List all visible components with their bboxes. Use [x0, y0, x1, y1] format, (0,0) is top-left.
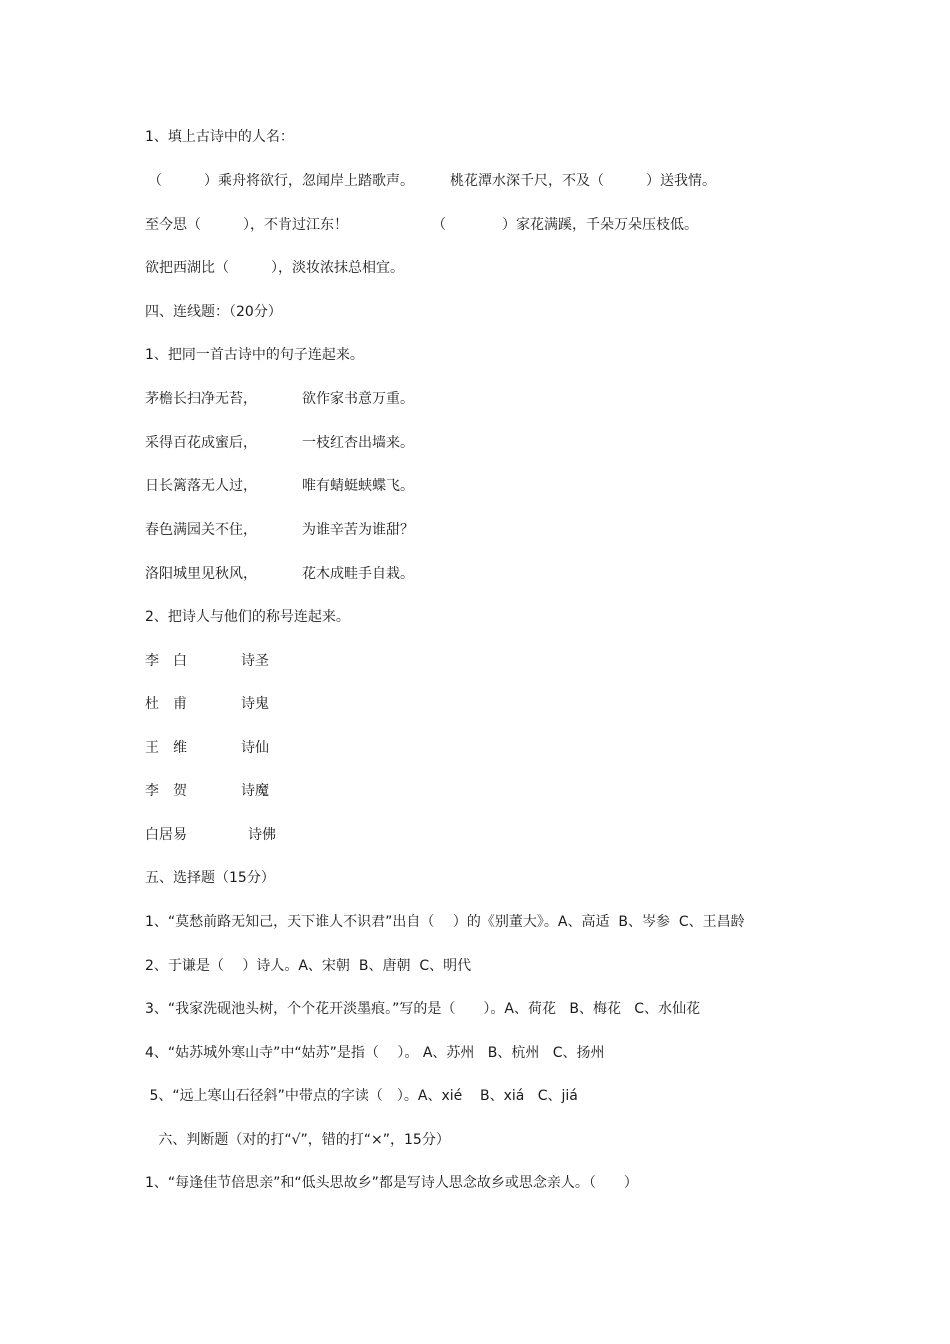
choice-question-3: 3、“我家洗砚池头树，个个花开淡墨痕。”写的是（ ）。A、荷花 B、梅花 C、水仙花: [145, 1001, 701, 1017]
fill-blank-item-3: 至今思（ ），不肯过江东！: [145, 217, 348, 233]
fill-blank-item-5: 欲把西湖比（ ），淡妆浓抹总相宜。: [145, 260, 404, 276]
poem-line-right: 一枝红杏出墙来。: [302, 435, 414, 451]
poet-match-row: [145, 826, 445, 898]
choice-question-1: 1、“莫愁前路无知己，天下谁人不识君”出自（ ）的《别董大》。A、高适 B、岑参 C、王昌龄: [145, 914, 745, 930]
poem-match-instruction: 1、把同一首古诗中的句子连起来。: [145, 347, 364, 363]
section-five-heading: 五、选择题（15分）: [145, 870, 275, 886]
fill-blank-item-2: 桃花潭水深千尺，不及（ ）送我情。: [450, 173, 716, 189]
poem-line-right: 唯有蜻蜓蛱蝶飞。: [302, 478, 414, 494]
choice-question-2: 2、于谦是（ ）诗人。A、宋朝 B、唐朝 C、明代: [145, 958, 472, 974]
poet-title: 诗魔: [241, 783, 269, 799]
fill-blank-item-4: （ ）家花满蹊，千朵万朵压枝低。: [432, 217, 698, 233]
poet-name: 杜 甫: [145, 696, 187, 712]
poem-line-left: 采得百花成蜜后，: [145, 435, 257, 451]
poem-line-left: 洛阳城里见秋风，: [145, 566, 257, 582]
poet-name: 白居易: [145, 827, 187, 843]
poet-title: 诗圣: [241, 653, 269, 669]
choice-question-5: 5、“远上寒山石径斜”中带点的字读（ ）。A、xié B、xiá C、jiá: [145, 1088, 578, 1104]
section-six-heading: 六、判断题（对的打“√”，错的打“×”，15分）: [145, 1132, 450, 1148]
fill-blank-row-2: [145, 216, 865, 288]
fill-blank-heading: 1、填上古诗中的人名：: [145, 129, 294, 145]
poet-name: 王 维: [145, 740, 187, 756]
poet-title: 诗鬼: [241, 696, 269, 712]
poet-match-instruction: 2、把诗人与他们的称号连起来。: [145, 609, 350, 625]
poem-line-left: 茅檐长扫净无苔，: [145, 391, 257, 407]
poet-name: 李 白: [145, 653, 187, 669]
poet-title: 诗仙: [241, 740, 269, 756]
choice-question-4: 4、“姑苏城外寒山寺”中“姑苏”是指（ ）。 A、苏州 B、杭州 C、扬州: [145, 1045, 605, 1061]
poem-line-right: 为谁辛苦为谁甜？: [302, 522, 414, 538]
fill-blank-item-1: （ ）乘舟将欲行，忽闻岸上踏歌声。: [148, 173, 414, 189]
poet-name: 李 贺: [145, 783, 187, 799]
poem-line-right: 欲作家书意万重。: [302, 391, 414, 407]
judge-question-1: 1、“每逢佳节倍思亲”和“低头思故乡”都是写诗人思念故乡或思念亲人。（ ）: [145, 1175, 638, 1191]
section-four-heading: 四、连线题：（20分）: [145, 304, 282, 320]
poem-line-left: 春色满园关不住，: [145, 522, 257, 538]
poem-line-right: 花木成畦手自栽。: [302, 566, 414, 582]
poem-match-row: [145, 565, 545, 637]
poet-title: 诗佛: [248, 827, 276, 843]
poem-line-left: 日长篱落无人过，: [145, 478, 257, 494]
